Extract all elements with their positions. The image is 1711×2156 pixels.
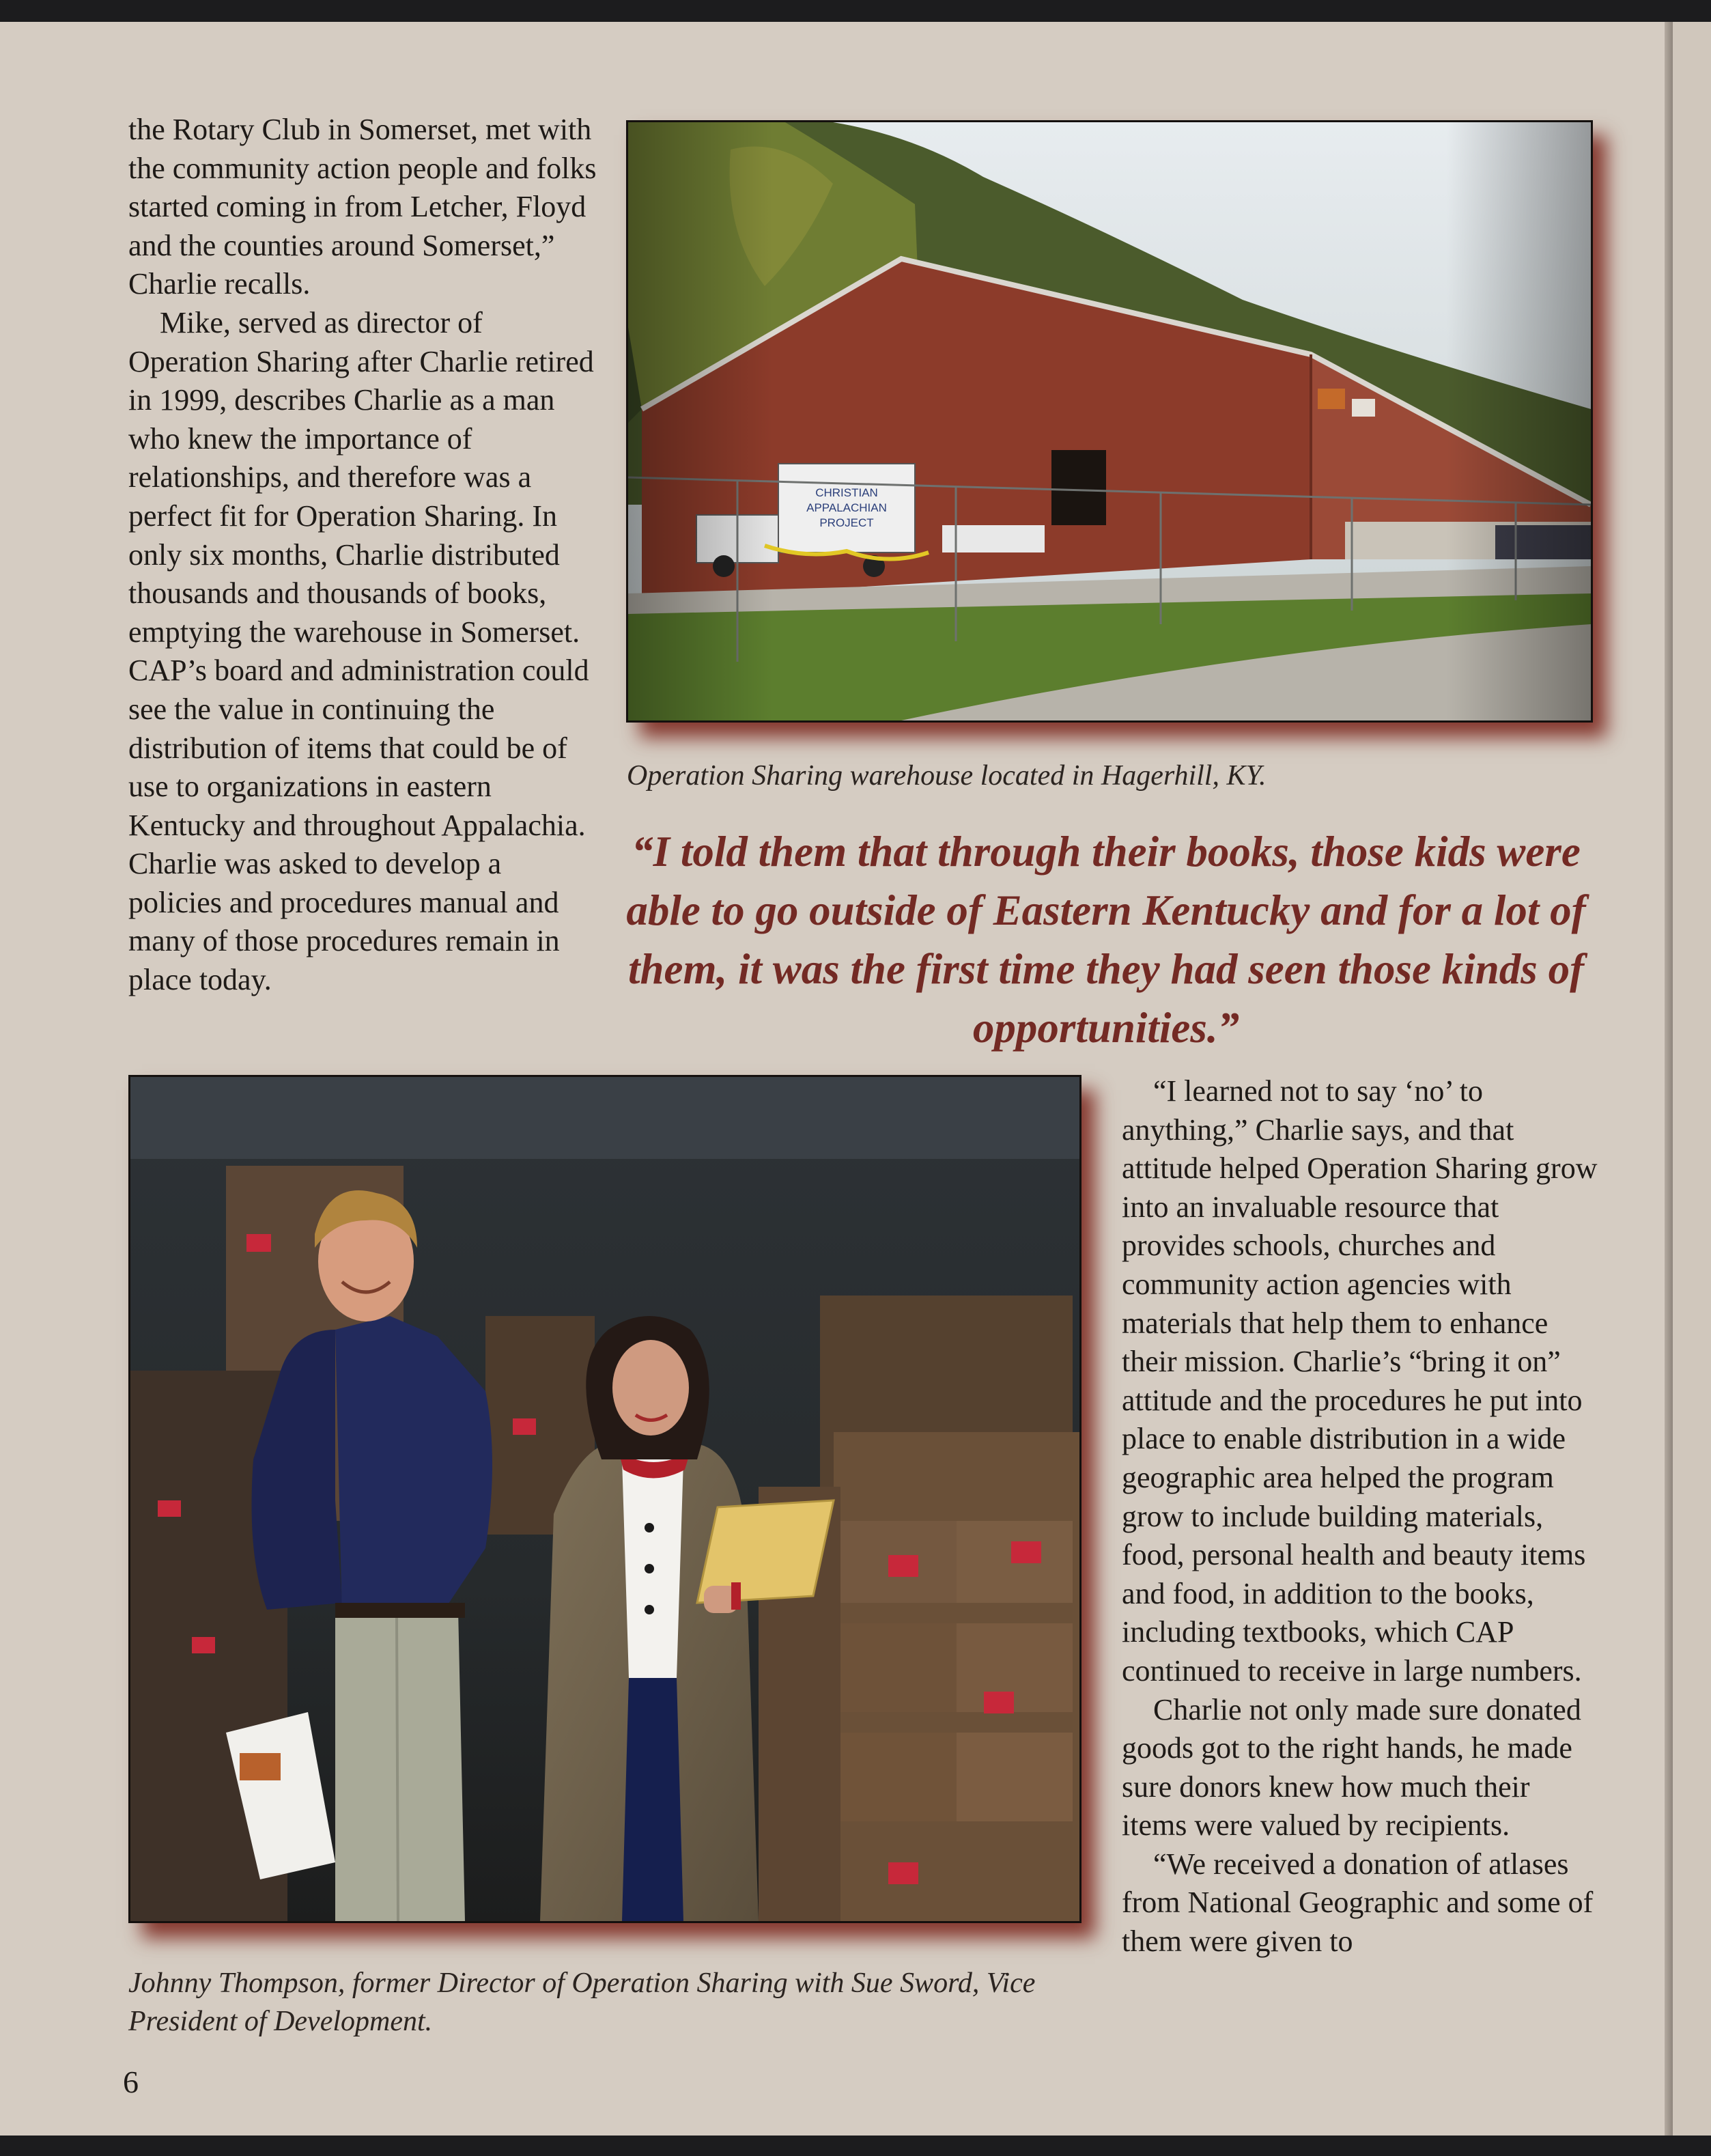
- right-paragraph-1: “I learned not to say ‘no’ to anything,” Charlie says, and that attitude helped Operation Sharing grow into an invaluable resource that provides schools, churches and community action agencies with materials that help them to enhance their mission. Charlie’s “bring it on” attitude and the procedures he put into place to enable distribution in a wide geographic area helped the program grow to include building materials, food, personal health and beauty items and food, in addition to the books, including textbooks, which CAP continued to receive in large numbers.: [1122, 1074, 1598, 1688]
- left-paragraph-1: the Rotary Club in Somerset, met with the community action people and folks started coming in from Letcher, Floyd and the counties around Somerset,” Charlie recalls.: [128, 113, 597, 301]
- page-number: 6: [123, 2064, 139, 2099]
- right-column-text: [1122, 1072, 1600, 1961]
- pull-quote: “I told them that through their books, those kids were able to go outside of Eastern Kentucky and for a lot of them, it was the first time they had seen those kinds of opportunities.”: [626, 828, 1586, 1052]
- left-column-text: [128, 111, 599, 1000]
- left-paragraph-2: Mike, served as director of Operation Sharing after Charlie retired in 1999, describes Charlie as a man who knew the importance of relationships, and therefore was a perfect fit for Operation Sharing. In only six months, Charlie distributed thousands and thousands of books, emptying the warehouse in Somerset. CAP’s board and administration could see the value in continuing the distribution of items that could be of use to organizations in eastern Kentucky and throughout Appalachia. Charlie was asked to develop a policies and procedures manual and many of those procedures remain in place today.: [128, 305, 594, 997]
- right-paragraph-2: Charlie not only made sure donated goods got to the right hands, he made sure donors knew how much their items were valued by recipients.: [1122, 1692, 1581, 1843]
- warehouse-caption: Operation Sharing warehouse located in Hagerhill, KY.: [627, 760, 1267, 792]
- staff-illustration: [130, 1077, 1079, 1921]
- page-spine: [1665, 22, 1673, 2136]
- staff-caption: Johnny Thompson, former Director of Operation Sharing with Sue Sword, Vice President of Development.: [128, 1968, 1036, 2037]
- warehouse-photo: [626, 120, 1593, 723]
- facing-page-edge: [1673, 22, 1711, 2136]
- magazine-page: [0, 22, 1665, 2136]
- warehouse-illustration: [628, 122, 1591, 720]
- staff-photo: [128, 1075, 1081, 1923]
- right-paragraph-3: “We received a donation of atlases from National Geographic and some of them were given to: [1122, 1847, 1594, 1959]
